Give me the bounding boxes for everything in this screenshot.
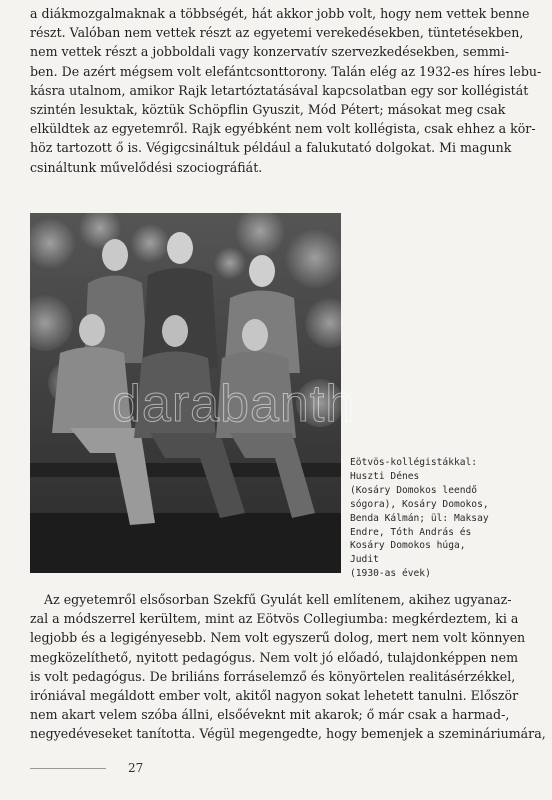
- caption-line: Huszti Dénes: [350, 470, 420, 482]
- text-line: Az egyetemről elsősorban Szekfű Gyulát kell említenem, akihez ugyanaz-: [44, 592, 512, 607]
- text-line: megközelíthető, nyitott pedagógus. Nem volt jó előadó, tulajdonképpen nem: [30, 649, 519, 665]
- caption-line: Benda Kálmán; ül: Maksay: [350, 512, 489, 524]
- text-line: a diákmozgalmaknak a többségét, hát akkor jobb volt, hogy nem vettek benne: [30, 6, 530, 21]
- text-line: csináltunk művelődési szociográfiát.: [30, 159, 263, 175]
- caption-line: Eötvös-kollégistákkal:: [350, 457, 478, 468]
- text-line: iróniával megáldott ember volt, akitől nagyon sokat lehetett tanulni. Először: [30, 688, 519, 704]
- text-line: szintén lesuktak, köztük Schöpflin Gyuszit, Mód Pétert; másokat meg csak: [30, 102, 506, 118]
- text-line: höz tartozott ő is. Végigcsináltuk például a falukutató dolgokat. Mi magunk: [30, 140, 512, 156]
- photo-caption: [350, 456, 520, 581]
- text-line: részt. Valóban nem vettek részt az egyetemi verekedésekben, tüntetésekben,: [30, 25, 524, 41]
- text-line: negyedéveseket tanította. Végül megengedte, hogy bemenjek a szemináriumára,: [30, 726, 546, 742]
- paragraph-top: [30, 4, 542, 177]
- group-photo: [30, 213, 341, 573]
- caption-line: Kosáry Domokos húga,: [350, 540, 466, 552]
- footer-rule: [30, 768, 106, 769]
- text-line: ben. De azért mégsem volt elefántcsonttorony. Talán elég az 1932-es híres lebu-: [30, 63, 542, 79]
- page-number: 27: [128, 761, 144, 775]
- caption-line: sógora), Kosáry Domokos,: [350, 498, 489, 510]
- text-line: legjobb és a legigényesebb. Nem volt egyszerű dolog, mert nem volt könnyen: [30, 630, 526, 646]
- text-line: kásra utalnom, amikor Rajk letartóztatásával kapcsolatban egy sor kollégistát: [30, 82, 529, 98]
- paragraph-bottom: [30, 590, 546, 744]
- text-line: is volt pedagógus. De briliáns forráselemző és könyörtelen realitásérzékkel,: [30, 668, 516, 684]
- caption-line: (1930-as évek): [350, 568, 431, 580]
- caption-line: Endre, Tóth András és: [350, 526, 472, 538]
- text-line: zal a módszerrel kerültem, mint az Eötvös Collegiumba: megkérdeztem, ki a: [30, 611, 519, 627]
- text-line: elküldtek az egyetemről. Rajk egyébként nem volt kollégista, csak ehhez a kör-: [30, 121, 536, 137]
- caption-line: (Kosáry Domokos leendő: [350, 484, 478, 496]
- text-line: nem vettek részt a jobboldali vagy konzervatív szervezkedésekben, semmi-: [30, 44, 509, 60]
- text-line: nem akart velem szóba állni, elsőéveknt mit akarok; ő már csak a harmad-,: [30, 707, 510, 723]
- group-photo-image: [30, 213, 341, 573]
- caption-line: Judit: [350, 554, 379, 566]
